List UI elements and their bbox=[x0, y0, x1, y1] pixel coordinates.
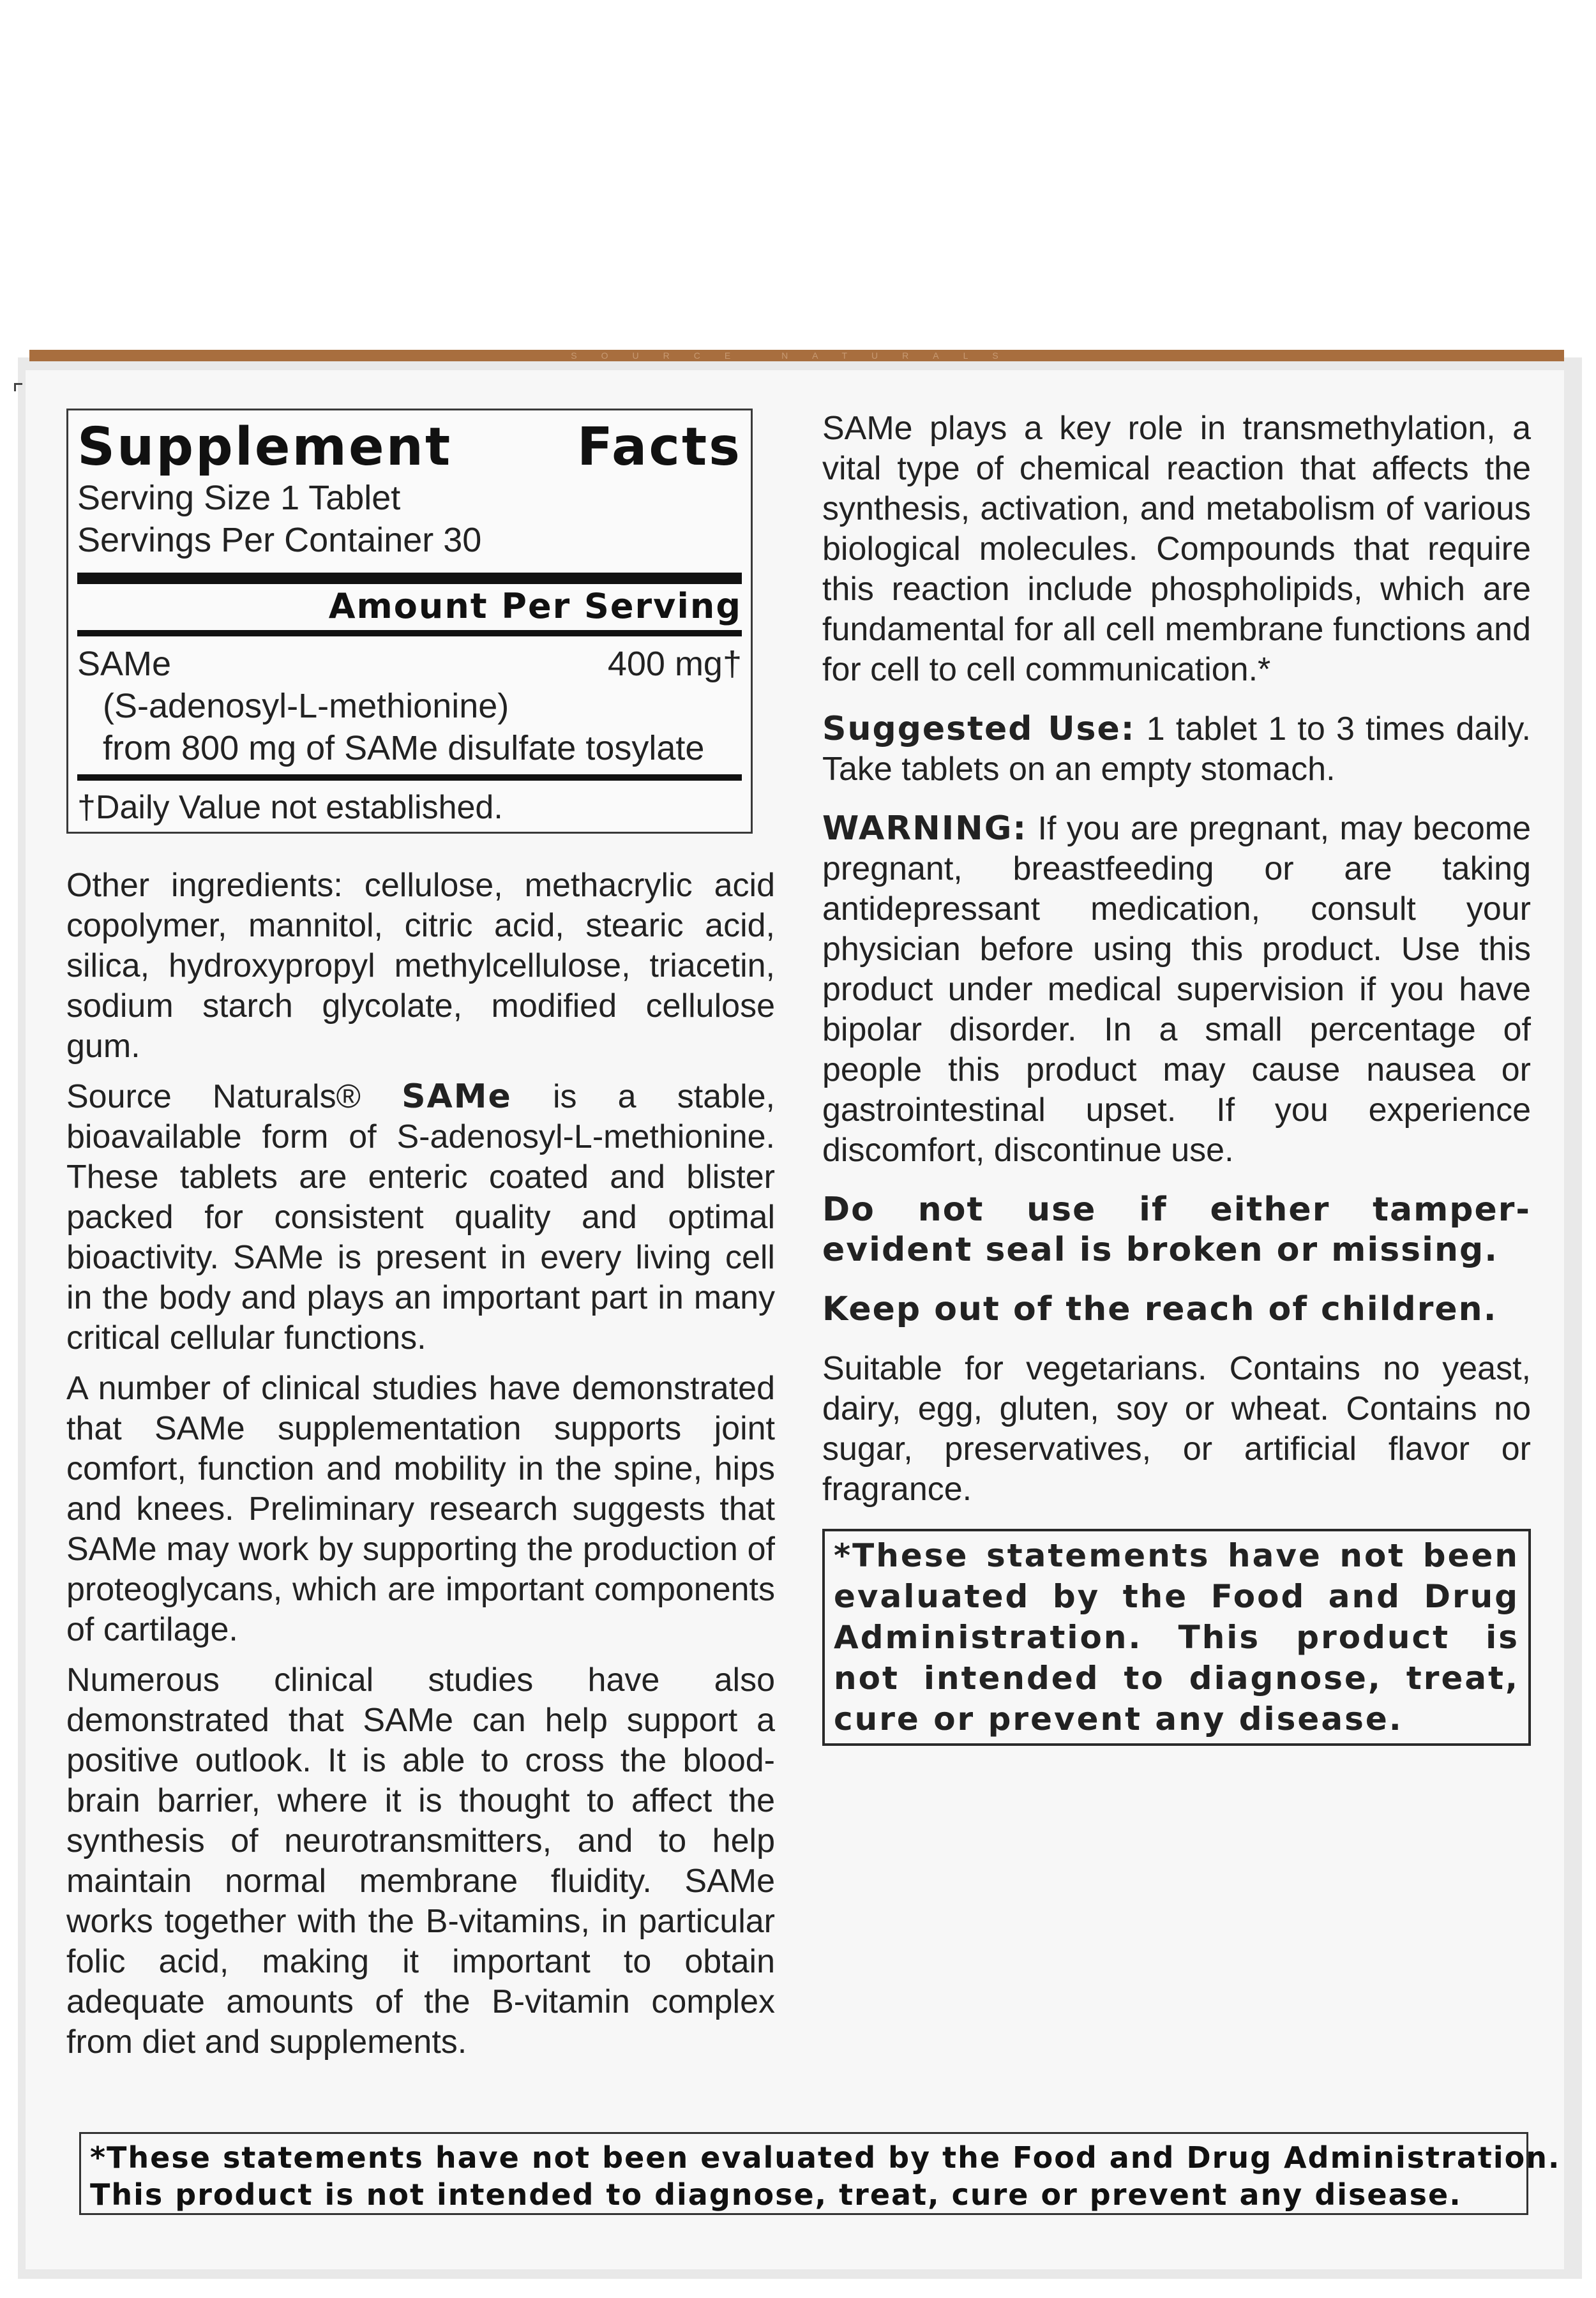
suggested-use bbox=[822, 709, 1531, 790]
nutrient-sub-1: (S-adenosyl-L-methionine) bbox=[103, 687, 509, 725]
other-ingredients: Other ingredients: cellulose, methacrylic acid copolymer, mannitol, citric acid, stearic acid, silica, hydroxypropyl methylcellulose, triacetin, sodium starch glycolate, modified cellulose gum. bbox=[66, 867, 775, 1065]
desc-rest: is a stable, bioavailable form of S-adenosyl-L-methionine. These tablets are enteric coated and blister packed for consistent quality and optimal bioactivity. SAMe is present in every living cell in the body and plays an important part in many critical cellular functions. bbox=[66, 1078, 775, 1356]
bottom-disclaimer-line-2: This product is not intended to diagnose, treat, cure or prevent any disease. bbox=[90, 2177, 1462, 2212]
brand-band: SOURCE NATURALS bbox=[29, 350, 1564, 361]
amount-header: Amount Per Serving bbox=[328, 586, 742, 626]
supplement-facts-panel bbox=[66, 409, 753, 834]
children-notice: Keep out of the reach of children. bbox=[822, 1290, 1498, 1328]
suggested-use-label: Suggested Use: bbox=[822, 710, 1136, 748]
joint-paragraph: A number of clinical studies have demonstrated that SAMe supplementation supports joint comfort, function and mobility in the spine, hips and knees. Preliminary research suggests that SAMe may work by supporting the production of proteoglycans, which are important components of cartilage. bbox=[66, 1370, 775, 1648]
desc-lead: Source Naturals® bbox=[66, 1078, 402, 1115]
nutrient-name: SAMe bbox=[77, 645, 172, 683]
left-column bbox=[66, 409, 775, 2073]
serving-size: Serving Size 1 Tablet bbox=[77, 479, 401, 517]
fda-disclaimer-box: *These statements have not been evaluated by the Food and Drug Administration. This product is not intended to diagnose, treat, cure or prevent any disease. bbox=[822, 1529, 1531, 1746]
corner-mark bbox=[14, 383, 22, 391]
mood-paragraph: Numerous clinical studies have also demonstrated that SAMe can help support a positive outlook. It is able to cross the blood-brain barrier, where it is thought to affect the synthesis of neurotransmitters, and to help maintain normal membrane fluidity. SAMe works together with the B-vitamins, in particular folic acid, making it important to obtain adequate amounts of the B-vitamin complex from diet and supplements. bbox=[66, 1662, 775, 2061]
daily-value-footnote: †Daily Value not established. bbox=[77, 789, 503, 826]
desc-product-name: SAMe bbox=[402, 1078, 512, 1116]
vegetarian-notice: Suitable for vegetarians. Contains no yeast, dairy, egg, gluten, soy or wheat. Contains no sugar, preservatives, or artificial flavor or fragrance. bbox=[822, 1350, 1531, 1508]
divider-thick bbox=[77, 573, 742, 584]
warning-text: If you are pregnant, may become pregnant, breastfeeding or are taking antidepressant medication, consult your physician before using this product. Use this product under medical supervision if you have bipolar disorder. In a small percentage of people this product may cause nausea or gastrointestinal upset. If you experience discomfort, discontinue use. bbox=[822, 810, 1531, 1169]
warning-label: WARNING: bbox=[822, 809, 1028, 848]
warning bbox=[822, 809, 1531, 1171]
transmethylation-paragraph: SAMe plays a key role in transmethylation, a vital type of chemical reaction that affects the synthesis, activation, and metabolism of various biological molecules. Compounds that require this reaction include phospholipids, which are fundamental for all cell membrane functions and for cell to cell communication.* bbox=[822, 410, 1531, 688]
servings-per-container: Servings Per Container 30 bbox=[77, 521, 482, 559]
divider-medium-2 bbox=[77, 774, 742, 781]
right-column bbox=[822, 409, 1531, 1746]
nutrient-amount: 400 mg† bbox=[607, 645, 742, 683]
product-description bbox=[66, 1077, 775, 1358]
bottom-fda-disclaimer bbox=[79, 2132, 1561, 2215]
bottom-disclaimer-line-1: *These statements have not been evaluated by the Food and Drug Administration. bbox=[90, 2140, 1561, 2175]
title-right: Facts bbox=[576, 417, 742, 477]
suggested-use-text: 1 tablet 1 to 3 times daily. Take tablets on an empty stomach. bbox=[822, 710, 1532, 788]
title-left: Supplement bbox=[77, 417, 453, 477]
divider-medium bbox=[77, 630, 742, 636]
supplement-facts-title bbox=[77, 418, 742, 477]
nutrient-row bbox=[77, 643, 742, 685]
nutrient-sub-2: from 800 mg of SAMe disulfate tosylate bbox=[103, 729, 705, 767]
tamper-notice: Do not use if either tamper-evident seal is broken or missing. bbox=[822, 1190, 1531, 1269]
